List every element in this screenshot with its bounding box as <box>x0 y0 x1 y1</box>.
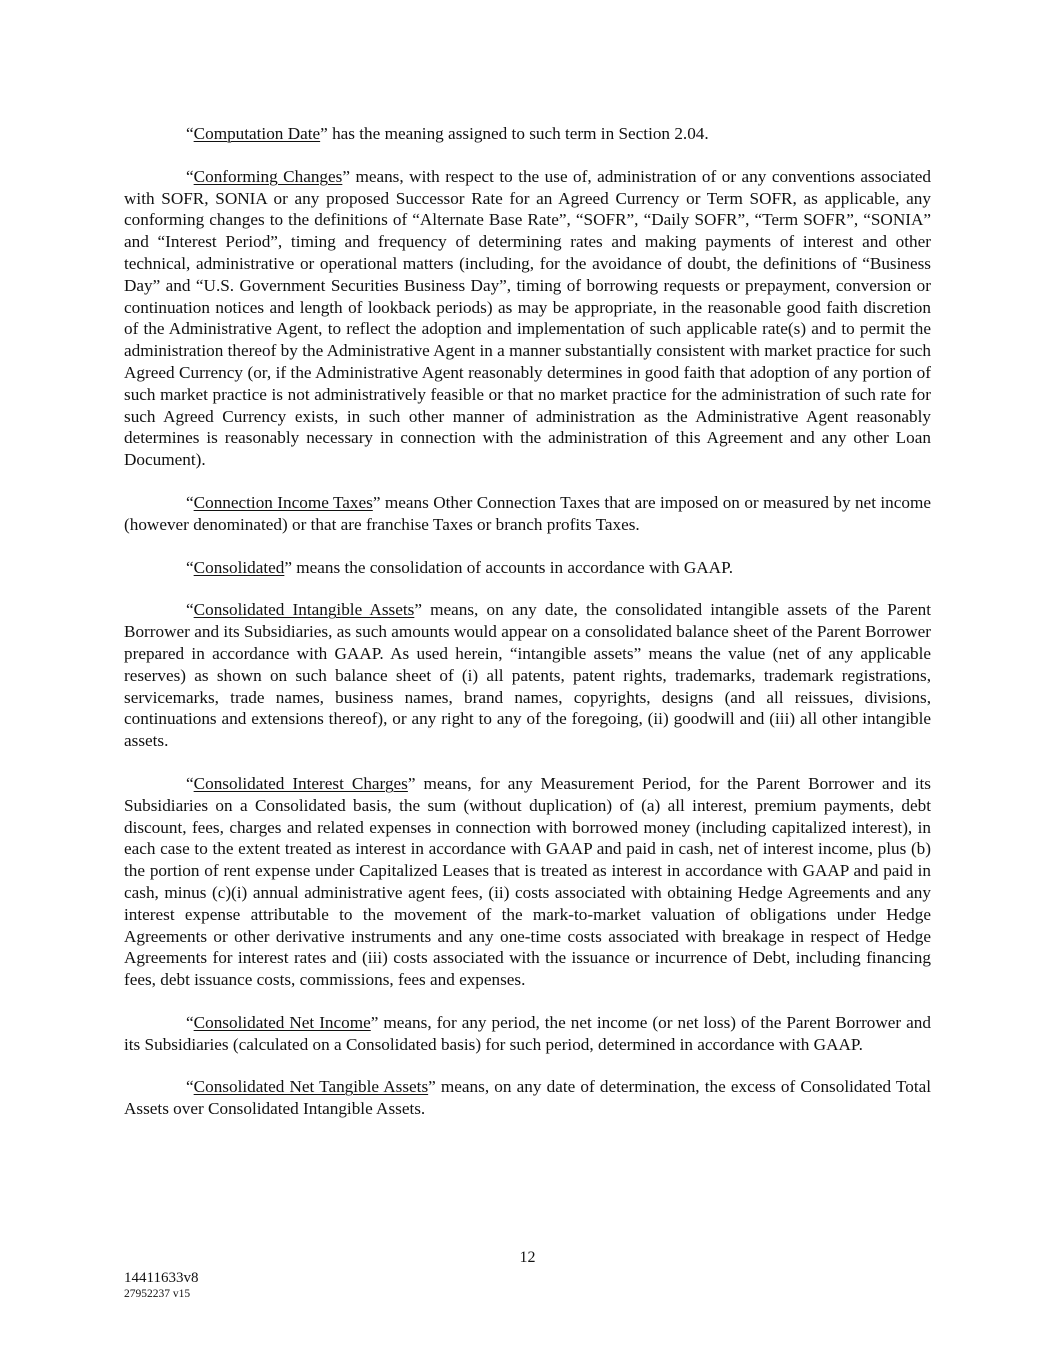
definition-computation-date: “Computation Date” has the meaning assigned to such term in Section 2.04. <box>186 124 709 143</box>
definition-text: has the meaning assigned to such term in Section 2.04. <box>327 124 709 143</box>
page-number: 12 <box>519 1249 536 1266</box>
definition-consolidated-interest-charges: “Consolidated Interest Charges” means, for any Measurement Period, for the Parent Borrower and its Subsidiaries on a Consolidated basis, the sum (without duplication) of (a) all interest, premium payments, debt discount, fees, charges and related expenses in connection with borrowed money (including capitalized interest), in each case to the extent treated as interest in accordance with GAAP and paid in cash, net of interest income, plus (b) the portion of rent expense under Capitalized Leases that is treated as interest in accordance with GAAP and paid in cash, minus (c)(i) annual administrative agent fees, (ii) costs associated with obtaining Hedge Agreements and any interest expense attributable to the movement of the mark-to-market valuation of obligations under Hedge Agreements or other derivative instruments and any one-time costs associated with breakage in respect of Hedge Agreements for interest rates and (iii) costs associated with the issuance or incurrence of Debt, including financing fees, debt issuance costs, commissions, fees and expenses. <box>124 773 931 990</box>
definition-text: means Other Connection Taxes that are imposed on or measured by net income (however denominated) or that are franchise Taxes or branch profits Taxes. <box>124 492 931 534</box>
definition-text: means the consolidation of accounts in accordance with GAAP. <box>292 557 734 577</box>
definition-consolidated-net-tangible-assets: “Consolidated Net Tangible Assets” means, on any date of determination, the excess of Consolidated Total Assets over Consolidated Intangible Assets. <box>124 1077 932 1119</box>
defined-term: Consolidated Net Income <box>193 1012 371 1032</box>
definition-connection-income-taxes: “Connection Income Taxes” means Other Connection Taxes that are imposed on or measured by net income (however denominated) or that are franchise Taxes or branch profits Taxes. <box>124 492 931 534</box>
defined-term: Consolidated <box>193 557 285 577</box>
defined-term: Connection Income Taxes <box>193 492 373 512</box>
definition-consolidated-intangible-assets: “Consolidated Intangible Assets” means, on any date, the consolidated intangible assets of the Parent Borrower and its Subsidiaries, as such amounts would appear on a consolidated balance sheet of the Parent Borrower prepared in accordance with GAAP. As used herein, “intangible assets” means the value (net of any applicable reserves) as shown on such balance sheet of (i) all patents, patent rights, trademarks, trademark registrations, servicemarks, trade names, business names, brand names, copyrights, designs (and all reissues, divisions, continuations and extensions thereof), or any right to any of the foregoing, (ii) goodwill and (iii) all other intangible assets. <box>124 600 931 751</box>
defined-term: Conforming Changes <box>193 166 343 186</box>
defined-term: Consolidated Interest Charges <box>193 773 408 793</box>
definition-text: means, on any date of determination, the excess of Consolidated Total Assets over Consolidated Intangible Assets. <box>124 1077 932 1119</box>
defined-term: Consolidated Net Tangible Assets <box>193 1077 429 1097</box>
defined-term: Computation Date <box>193 124 321 143</box>
definition-text: means, for any Measurement Period, for the Parent Borrower and its Subsidiaries on a Consolidated basis, the sum (without duplication) of (a) all interest, premium payments, debt discount, fees, charges and related expenses in connection with borrowed money (including capitalized interest), in each case to the extent treated as interest in accordance with GAAP and paid in cash, net of interest income, plus (b) the portion of rent expense under Capitalized Leases that is treated as interest in accordance with GAAP and paid in cash, minus (c)(i) annual administrative agent fees, (ii) costs associated with obtaining Hedge Agreements and any interest expense attributable to the movement of the mark-to-market valuation of obligations under Hedge Agreements or other derivative instruments and any one-time costs associated with breakage in respect of Hedge Agreements for interest rates and (iii) costs associated with the issuance or incurrence of Debt, including financing fees, debt issuance costs, commissions, fees and expenses. <box>124 773 931 990</box>
document-body <box>124 123 931 1141</box>
document-id-secondary: 27952237 v15 <box>124 1288 191 1300</box>
document-id-primary: 14411633v8 <box>124 1270 199 1286</box>
defined-term: Consolidated Intangible Assets <box>193 600 415 620</box>
definition-text: means, on any date, the consolidated intangible assets of the Parent Borrower and its Subsidiaries, as such amounts would appear on a consolidated balance sheet of the Parent Borrower prepared in accordance with GAAP. As used herein, “intangible assets” means the value (net of any applicable reserves) as shown on such balance sheet of (i) all patents, patent rights, trademarks, trademark registrations, servicemarks, trade names, business names, brand names, copyrights, designs (and all reissues, divisions, continuations and extensions thereof), or any right to any of the foregoing, (ii) goodwill and (iii) all other intangible assets. <box>124 600 931 751</box>
definition-text: means, for any period, the net income (or net loss) of the Parent Borrower and its Subsidiaries (calculated on a Consolidated basis) for such period, determined in accordance with GAAP. <box>124 1012 931 1054</box>
definition-text: means, with respect to the use of, administration of or any conventions associated with SOFR, SONIA or any proposed Successor Rate for an Agreed Currency or Term SOFR, as applicable, any conforming changes to the definitions of “Alternate Base Rate”, “SOFR”, “Daily SOFR”, “Term SOFR”, “SONIA” and “Interest Period”, timing and frequency of determining rates and making payments of interest and other technical, administrative or operational matters (including, for the avoidance of doubt, the definitions of “Business Day” and “U.S. Government Securities Business Day”, timing of borrowing requests or prepayment, conversion or continuation notices and length of lookback periods) as may be appropriate, in the reasonable good faith discretion of the Administrative Agent, to reflect the adoption and implementation of such applicable rate(s) and to permit the administration thereof by the Administrative Agent in a manner substantially consistent with market practice for such Agreed Currency (or, if the Administrative Agent reasonably determines in good faith that adoption of any portion of such market practice is not administratively feasible or that no market practice for the administration of such rate for such Agreed Currency exists, in such other manner of administration as the Administrative Agent reasonably determines is reasonably necessary in connection with the administration of this Agreement and any other Loan Document). <box>124 166 931 470</box>
definition-consolidated-net-income: “Consolidated Net Income” means, for any period, the net income (or net loss) of the Parent Borrower and its Subsidiaries (calculated on a Consolidated basis) for such period, determined in accordance with GAAP. <box>124 1012 931 1054</box>
definition-consolidated: “Consolidated” means the consolidation of accounts in accordance with GAAP. <box>186 557 734 577</box>
definition-conforming-changes: “Conforming Changes” means, with respect to the use of, administration of or any conventions associated with SOFR, SONIA or any proposed Successor Rate for an Agreed Currency or Term SOFR, as applicable, any conforming changes to the definitions of “Alternate Base Rate”, “SOFR”, “Daily SOFR”, “Term SOFR”, “SONIA” and “Interest Period”, timing and frequency of determining rates and making payments of interest and other technical, administrative or operational matters (including, for the avoidance of doubt, the definitions of “Business Day” and “U.S. Government Securities Business Day”, timing of borrowing requests or prepayment, conversion or continuation notices and length of lookback periods) as may be appropriate, in the reasonable good faith discretion of the Administrative Agent, to reflect the adoption and implementation of such applicable rate(s) and to permit the administration thereof by the Administrative Agent in a manner substantially consistent with market practice for such Agreed Currency (or, if the Administrative Agent reasonably determines in good faith that adoption of any portion of such market practice is not administratively feasible or that no market practice for the administration of such rate for such Agreed Currency exists, in such other manner of administration as the Administrative Agent reasonably determines is reasonably necessary in connection with the administration of this Agreement and any other Loan Document). <box>124 166 931 470</box>
